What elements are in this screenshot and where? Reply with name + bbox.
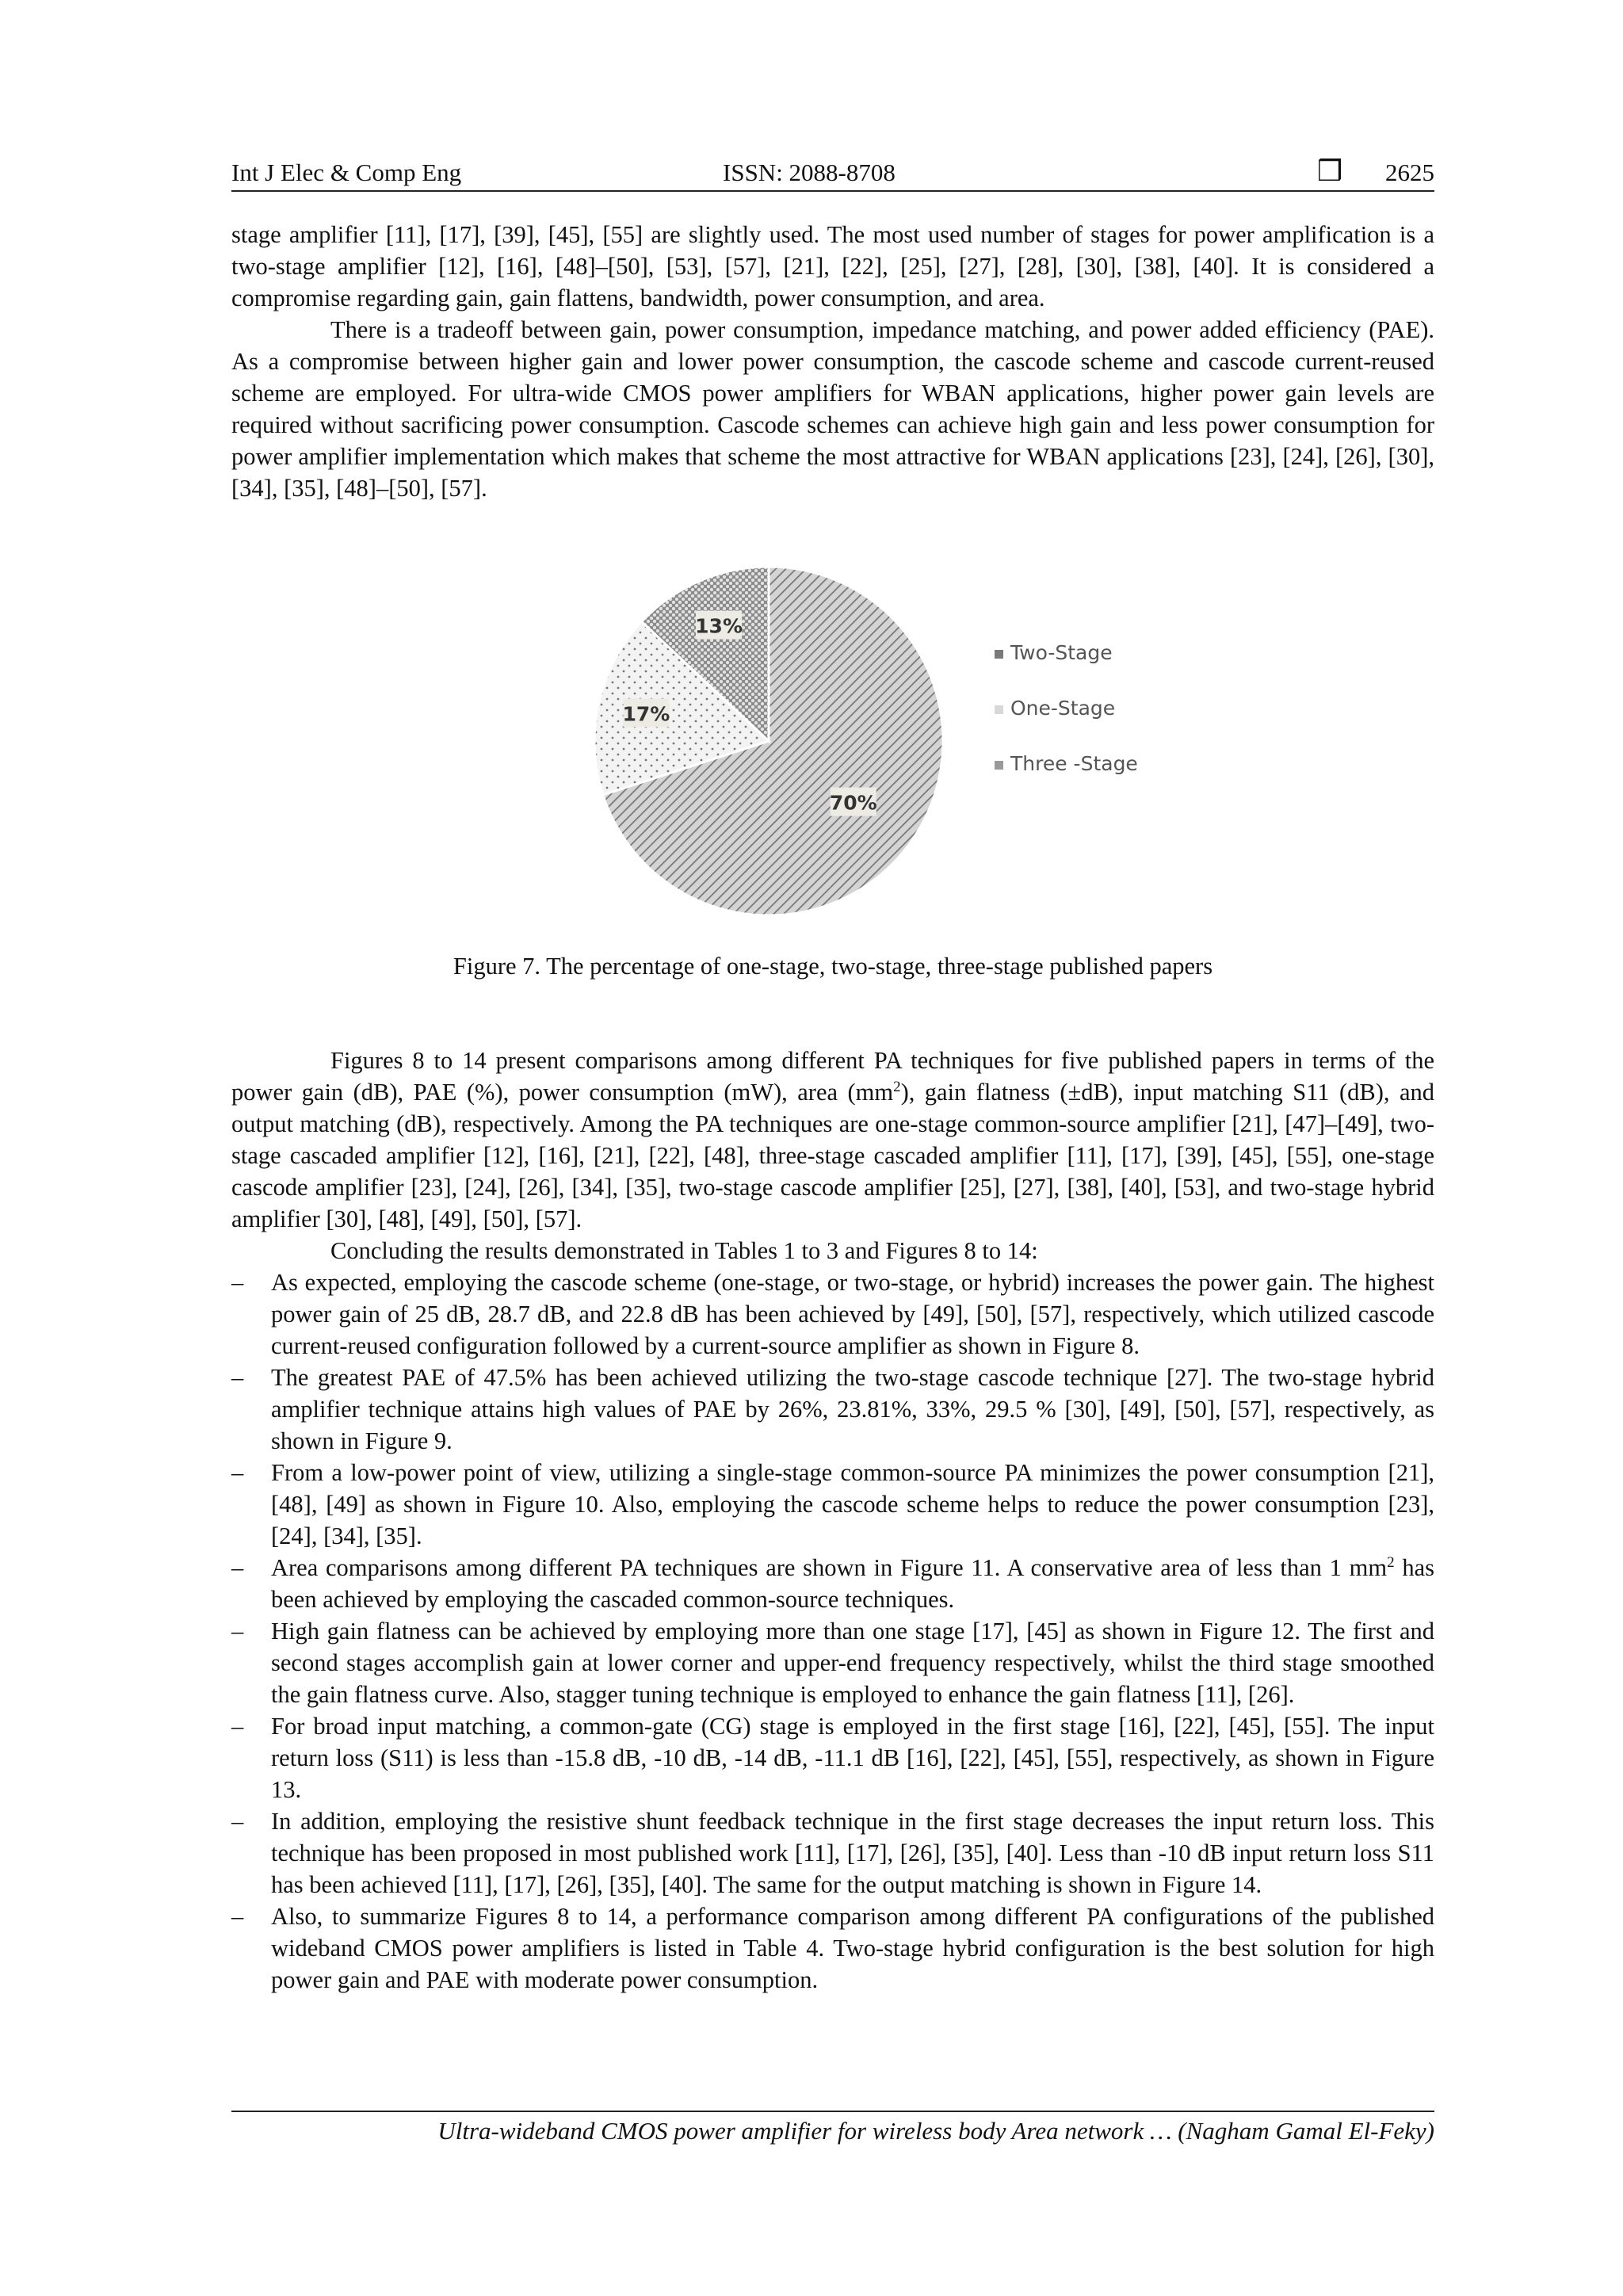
list-item (231, 1901, 1434, 1996)
legend-swatch (995, 761, 1003, 770)
list-item (231, 1805, 1434, 1901)
data-label: 17% (622, 702, 670, 726)
conclusion-list (231, 1266, 1434, 1996)
list-item (231, 1552, 1434, 1615)
legend-label: Three -Stage (1010, 752, 1138, 775)
box-symbol-icon: ❒ (1317, 155, 1343, 188)
list-item-text: In addition, employing the resistive shunt feedback technique in the first stage decreases the input return loss. This technique has been proposed in most published work [11], [17], [26], [35], [40]. Less than -10 dB input return loss S11 has been achieved [11], [17], [26], [35], [40]. The same for the output matching is shown in Figure 14. (271, 1808, 1434, 1898)
paragraph-3 (231, 1045, 1434, 1235)
list-item-text-b: has been achieved by employing the cascaded common-source techniques. (271, 1554, 1434, 1613)
legend-swatch (995, 650, 1003, 659)
list-dash: – (231, 1554, 244, 1581)
list-item-text: Also, to summarize Figures 8 to 14, a performance comparison among different PA configurations of the published wideband CMOS power amplifiers is listed in Table 4. Two-stage hybrid configuration is the best solution for high power gain and PAE with moderate power consumption. (271, 1903, 1434, 1993)
list-item (231, 1457, 1434, 1552)
list-item-text: From a low-power point of view, utilizing a single-stage common-source PA minimizes the power consumption [21], [48], [49] as shown in Figure 10. Also, employing the cascode scheme helps to reduce the power consumption [23], [24], [34], [35]. (271, 1459, 1434, 1549)
paragraph-3-part-a: Figures 8 to 14 present comparisons among different PA techniques for five published papers in terms of the power gain (dB), PAE (%), power consumption (mW), area (mm (231, 1047, 1434, 1106)
data-label: 70% (829, 791, 877, 815)
list-dash: – (231, 1903, 244, 1930)
footer-text: Ultra-wideband CMOS power amplifier for wireless body Area network … (Nagham Gamal El-Feky) (437, 2117, 1434, 2145)
list-item-text: The greatest PAE of 47.5% has been achieved utilizing the two-stage cascode technique [27]. The two-stage hybrid amplifier technique attains high values of PAE by 26%, 23.81%, 33%, 29.5 % [30], [49], [50], [57], respectively, as shown in Figure 9. (271, 1364, 1434, 1454)
legend-label: One-Stage (1010, 697, 1116, 720)
intro-text (231, 219, 1434, 504)
list-item (231, 1710, 1434, 1805)
paragraph-4: Concluding the results demonstrated in Tables 1 to 3 and Figures 8 to 14: (330, 1237, 1038, 1264)
superscript: 2 (1387, 1553, 1395, 1571)
list-dash: – (231, 1459, 244, 1486)
superscript: 2 (893, 1078, 901, 1095)
list-dash: – (231, 1364, 244, 1391)
list-item-text: As expected, employing the cascode scheme (one-stage, or two-stage, or hybrid) increases the power gain. The highest power gain of 25 dB, 28.7 dB, and 22.8 dB has been achieved by [49], [50], [57], respectively, which utilized cascode current-reused configuration followed by a current-source amplifier as shown in Figure 8. (271, 1269, 1434, 1359)
pie-chart-svg (555, 547, 1189, 927)
data-label: 13% (695, 614, 743, 638)
paragraph-3-part-b: ), gain flatness (±dB), input matching S11 (dB), and output matching (dB), respectively. Among the PA techniques are one-stage common-source amplifier [21], [47]–[49], two-stage cascaded amplifier [12], [16], [21], [22], [48], three-stage cascaded amplifier [11], [17], [39], [45], [55], one-stage cascode amplifier [23], [24], [26], [34], [35], two-stage cascode amplifier [25], [27], [38], [40], [53], and two-stage hybrid amplifier [30], [48], [49], [50], [57]. (231, 1079, 1434, 1232)
legend-swatch (995, 705, 1003, 714)
list-item (231, 1615, 1434, 1710)
page-footer (231, 2111, 1434, 2145)
issn: ISSN: 2088-8708 (723, 159, 896, 186)
paragraph-2: There is a tradeoff between gain, power consumption, impedance matching, and power added efficiency (PAE). As a compromise between higher gain and lower power consumption, the cascode scheme and cascode current-reused scheme are employed. For ultra-wide CMOS power amplifiers for WBAN applications, higher power gain levels are required without sacrificing power consumption. Cascode schemes can achieve high gain and less power consumption for power amplifier implementation which makes that scheme the most attractive for WBAN applications [23], [24], [26], [30], [34], [35], [48]–[50], [57]. (231, 316, 1434, 502)
list-item-text-a: Area comparisons among different PA techniques are shown in Figure 11. A conservative area of less than 1 mm (271, 1554, 1388, 1581)
figure-caption: Figure 7. The percentage of one-stage, two-stage, three-stage published papers (453, 953, 1213, 980)
pie-chart (555, 547, 1189, 927)
list-dash: – (231, 1618, 244, 1645)
legend-label: Two-Stage (1010, 641, 1113, 664)
list-dash: – (231, 1808, 244, 1835)
list-item (231, 1362, 1434, 1457)
journal-name: Int J Elec & Comp Eng (231, 159, 462, 186)
paragraph-1: stage amplifier [11], [17], [39], [45], [55] are slightly used. The most used number of stages for power amplification is a two-stage amplifier [12], [16], [48]–[50], [53], [57], [21], [22], [25], [27], [28], [30], [38], [40]. It is considered a compromise regarding gain, gain flattens, bandwidth, power consumption, and area. (231, 221, 1434, 311)
body-text (231, 1045, 1434, 1996)
list-item-text: High gain flatness can be achieved by employing more than one stage [17], [45] as shown in Figure 12. The first and second stages accomplish gain at lower corner and upper-end frequency respectively, whilst the third stage smoothed the gain flatness curve. Also, stagger tuning technique is employed to enhance the gain flatness [11], [26]. (271, 1618, 1434, 1708)
page-header (231, 155, 1434, 192)
list-item (231, 1266, 1434, 1362)
list-item-text: For broad input matching, a common-gate (CG) stage is employed in the first stage [16], [22], [45], [55]. The input return loss (S11) is less than -15.8 dB, -10 dB, -14 dB, -11.1 dB [16], [22], [45], [55], respectively, as shown in Figure 13. (271, 1713, 1434, 1803)
list-dash: – (231, 1269, 244, 1296)
list-dash: – (231, 1713, 244, 1740)
page-number: 2625 (1385, 159, 1434, 186)
